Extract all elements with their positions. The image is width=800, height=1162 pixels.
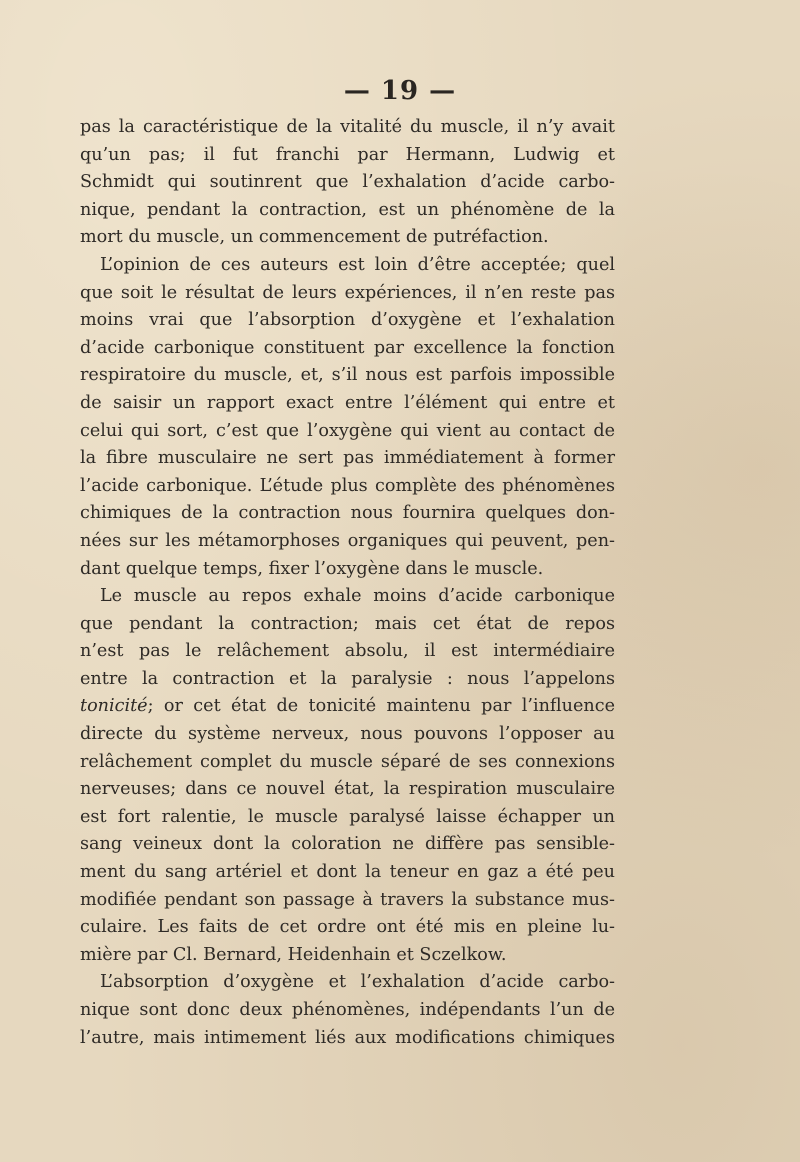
text-line: nées sur les métamorphoses organiques qui peuvent, pen- — [80, 530, 615, 551]
text-line: sang veineux dont la coloration ne diffère pas sensible- — [80, 834, 615, 855]
text-line: d’acide carbonique constituent par excellence la fonction — [80, 337, 615, 358]
text-line: qu’un pas; il fut franchi par Hermann, Ludwig et — [80, 144, 615, 165]
text-line: entre la contraction et la paralysie : nous l’appelons — [80, 668, 615, 689]
text-line: Schmidt qui soutinrent que l’exhalation d’acide carbo- — [80, 172, 615, 193]
text-line: celui qui sort, c’est que l’oxygène qui vient au contact de — [80, 420, 615, 441]
text-line: nerveuses; dans ce nouvel état, la respiration musculaire — [80, 779, 615, 800]
text-line: de saisir un rapport exact entre l’élément qui entre et — [80, 392, 615, 413]
text-line: la fibre musculaire ne sert pas immédiatement à former — [80, 448, 615, 469]
text-line: L’absorption d’oxygène et l’exhalation d’acide carbo- — [100, 972, 615, 993]
text-line: ment du sang artériel et dont la teneur en gaz a été peu — [80, 862, 615, 883]
text-line: l’acide carbonique. L’étude plus complète des phénomènes — [80, 475, 615, 496]
body-text — [80, 114, 615, 1052]
paragraph-lines — [80, 114, 615, 1052]
text-line: est fort ralentie, le muscle paralysé laisse échapper un — [80, 806, 615, 827]
text-line: l’autre, mais intimement liés aux modifications chimiques — [80, 1027, 615, 1048]
text-line: nique sont donc deux phénomènes, indépendants l’un de — [80, 1000, 615, 1020]
text-line: que pendant la contraction; mais cet état de repos — [80, 613, 615, 634]
text-line: Le muscle au repos exhale moins d’acide carbonique — [100, 586, 615, 607]
page-number: — 19 — — [343, 76, 457, 106]
text-line: mière par Cl. Bernard, Heidenhain et Sczelkow. — [80, 944, 507, 965]
text-line: moins vrai que l’absorption d’oxygène et l’exhalation — [80, 310, 615, 331]
text-line: L’opinion de ces auteurs est loin d’être acceptée; quel — [100, 254, 615, 275]
text-line: mort du muscle, un commencement de putréfaction. — [80, 227, 549, 248]
text-line: respiratoire du muscle, et, s’il nous est parfois impossible — [80, 365, 615, 386]
text-line: que soit le résultat de leurs expériences, il n’en reste pas — [80, 282, 615, 303]
text-line: relâchement complet du muscle séparé de ses connexions — [80, 751, 615, 772]
text-line — [80, 693, 615, 721]
text-line: nique, pendant la contraction, est un phénomène de la — [80, 199, 615, 220]
text-line-rest: ; or cet état de tonicité maintenu par l’influence — [147, 696, 615, 717]
text-line: chimiques de la contraction nous fournira quelques don- — [80, 503, 615, 524]
text-line: directe du système nerveux, nous pouvons l’opposer au — [80, 724, 615, 745]
emphasized-term: tonicité — [80, 696, 148, 717]
text-line: culaire. Les faits de cet ordre ont été mis en pleine lu- — [80, 917, 615, 938]
text-line: modifiée pendant son passage à travers la substance mus- — [80, 889, 615, 910]
text-line: n’est pas le relâchement absolu, il est intermédiaire — [80, 641, 615, 662]
text-line: dant quelque temps, fixer l’oxygène dans le muscle. — [80, 558, 544, 579]
text-line: pas la caractéristique de la vitalité du muscle, il n’y avait — [80, 117, 615, 137]
